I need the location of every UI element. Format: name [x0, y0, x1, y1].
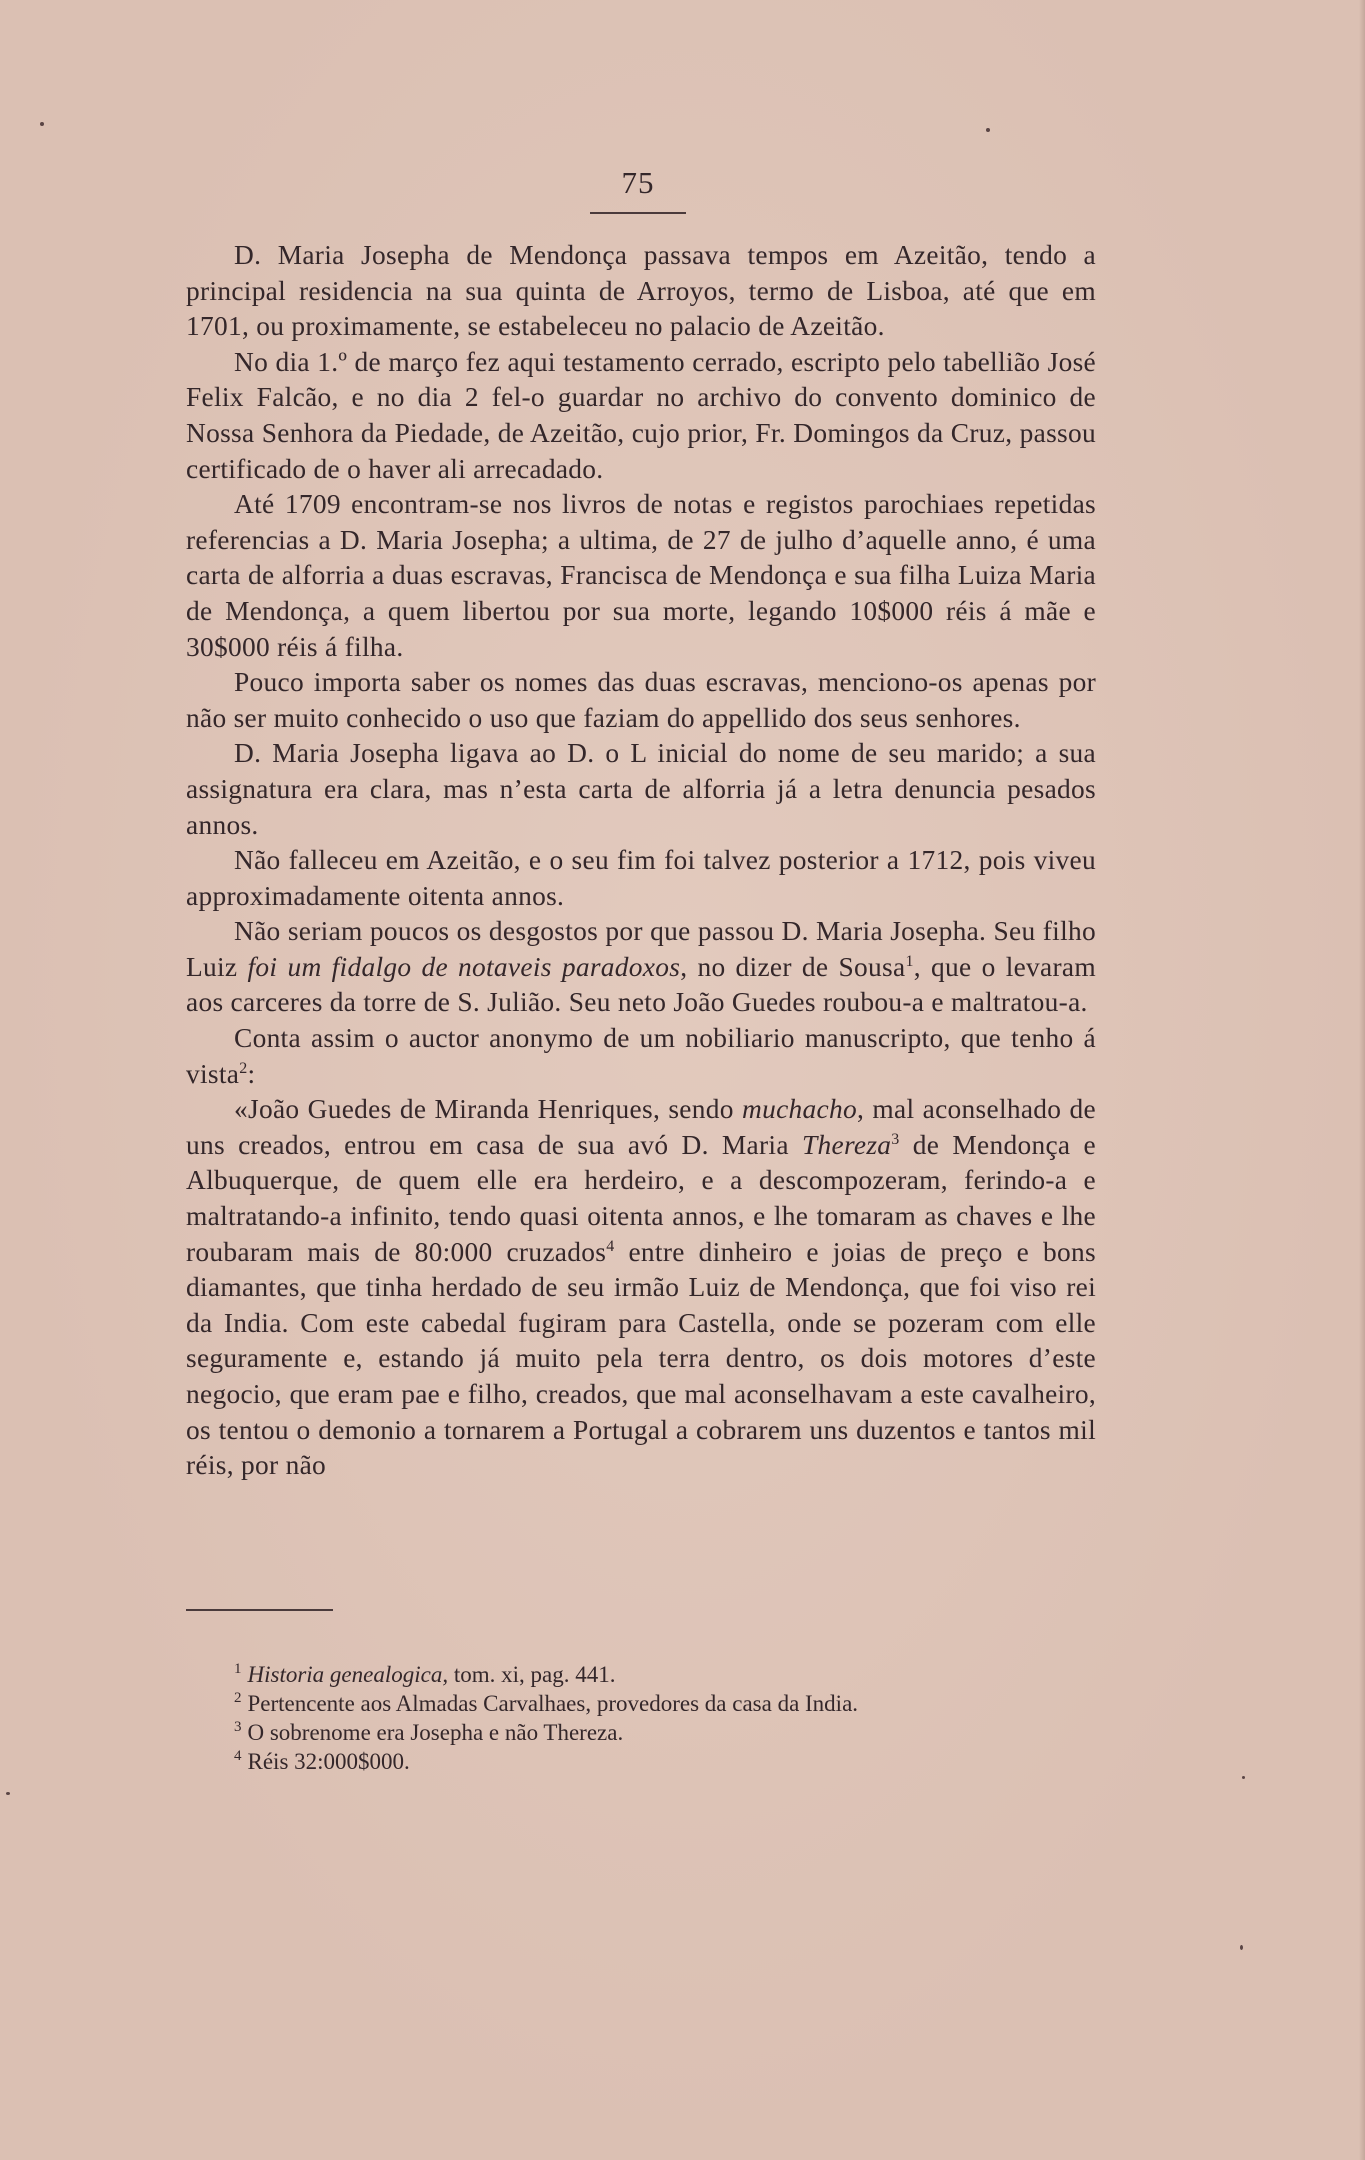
- paragraph: [186, 1021, 1096, 1092]
- paper-speck: [40, 122, 44, 126]
- paragraph: D. Maria Josepha ligava ao D. o L inicial do nome de seu marido; a sua assignatura era clara, mas n’esta carta de alforria já a letra denuncia pesados annos.: [186, 738, 1096, 840]
- italic-word: Thereza: [801, 1129, 892, 1160]
- footnote-text: Réis 32:000$000.: [247, 1749, 410, 1774]
- paper-speck: [1242, 1776, 1245, 1779]
- footnote-ref: 2: [239, 1059, 248, 1077]
- text-run: Conta assim o auctor anonymo de um nobiliario manuscripto, que tenho á vista: [186, 1023, 1096, 1089]
- footnote-ref: 3: [891, 1130, 900, 1148]
- footnote-rule: [186, 1609, 333, 1611]
- paragraph: No dia 1.º de março fez aqui testamento cerrado, escripto pelo tabellião José Felix Falcão, e no dia 2 fel-o guardar no archivo do convento dominico de Nossa Senhora da Piedade, de Azeitão, cujo prior, Fr. Domingos da Cruz, passou certificado de o haver ali arrecadado.: [186, 346, 1096, 484]
- text-run: , que o levaram aos carceres da torre de S. Julião. Seu neto João Guedes roubou-a e maltratou-a.: [186, 951, 1096, 1018]
- page-number: 75: [621, 165, 655, 200]
- footnote-ref: 4: [606, 1237, 615, 1255]
- paragraph: Pouco importa saber os nomes das duas escravas, menciono-os apenas por não ser muito conhecido o uso que faziam do appellido dos seus senhores.: [186, 667, 1096, 733]
- text-run: :: [247, 1058, 256, 1089]
- text-run: «João Guedes de Miranda Henriques, sendo: [234, 1094, 743, 1125]
- footnote-number: 3: [234, 1719, 242, 1736]
- paper-speck: [1240, 1945, 1243, 1950]
- footnote: [234, 1689, 1054, 1718]
- footnote-number: 4: [234, 1748, 242, 1765]
- paragraph: D. Maria Josepha de Mendonça passava tempos em Azeitão, tendo a principal residencia na sua quinta de Arroyos, termo de Lisboa, até que em 1701, ou proximamente, se estabeleceu no palacio de Azeitão.: [186, 240, 1096, 342]
- page-number-rule: [590, 212, 686, 214]
- text-run: Não seriam poucos os desgostos por que passou D. Maria Josepha. Seu filho Luiz: [186, 916, 1096, 982]
- text-run: de Mendonça e Albuquerque, de quem elle era herdeiro, e a descompozeram, ferindo-a e maltratando-a infinito, tendo quasi oitenta annos, e lhe tomaram as chaves e lhe roubaram mais de 80:000 cruzados: [186, 1129, 1096, 1267]
- footnote: [234, 1718, 1054, 1747]
- paragraph: Até 1709 encontram-se nos livros de notas e registos parochiaes repetidas referencias a D. Maria Josepha; a ultima, de 27 de julho d’aquelle anno, é uma carta de alforria a duas escravas, Francisca de Mendonça e sua filha Luiza Maria de Mendonça, a quem libertou por sua morte, legando 10$000 réis á mãe e 30$000 réis á filha.: [186, 489, 1096, 662]
- paragraph: [186, 1092, 1096, 1484]
- paragraph: Não falleceu em Azeitão, e o seu fim foi talvez posterior a 1712, pois viveu approximadamente oitenta annos.: [186, 845, 1096, 911]
- footnote-number: 1: [234, 1661, 242, 1678]
- footnote-text: Pertencente aos Almadas Carvalhaes, provedores da casa da India.: [247, 1691, 859, 1716]
- body-text: [186, 238, 1096, 1484]
- footnote: [234, 1747, 1054, 1776]
- footnote-text: O sobrenome era Josepha e não Thereza.: [247, 1720, 624, 1745]
- footnotes: [234, 1660, 1054, 1776]
- text-run: entre dinheiro e joias de preço e bons diamantes, que tinha herdado de seu irmão Luiz de Mendonça, que foi viso rei da India. Com este cabedal fugiram para Castella, onde se pozeram com elle seguramente e, estando já muito pela terra dentro, os dois motores d’este negocio, que eram pae e filho, creados, que mal aconselhavam a este cavalheiro, os tentou o demonio a tornarem a Portugal a cobrarem uns duzentos e tantos mil réis, por não: [186, 1236, 1096, 1481]
- footnote-number: 2: [234, 1690, 242, 1707]
- footnote-text: tom. xi, pag. 441.: [448, 1662, 616, 1687]
- footnote: [234, 1660, 1054, 1689]
- footnote-italic: Historia genealogica,: [247, 1662, 449, 1687]
- text-run: , mal aconselhado de uns creados, entrou em casa de sua avó D. Maria: [186, 1094, 1096, 1160]
- italic-quote: foi um fidalgo de notaveis paradoxos: [247, 951, 681, 982]
- page-edge-shadow: [1359, 0, 1365, 2160]
- paper-speck: [6, 1792, 10, 1795]
- italic-word: muchacho: [742, 1094, 857, 1125]
- paragraph: [186, 914, 1096, 1021]
- paper-speck: [986, 128, 990, 132]
- text-run: , no dizer de Sousa: [680, 951, 906, 982]
- footnote-ref: 1: [905, 952, 914, 970]
